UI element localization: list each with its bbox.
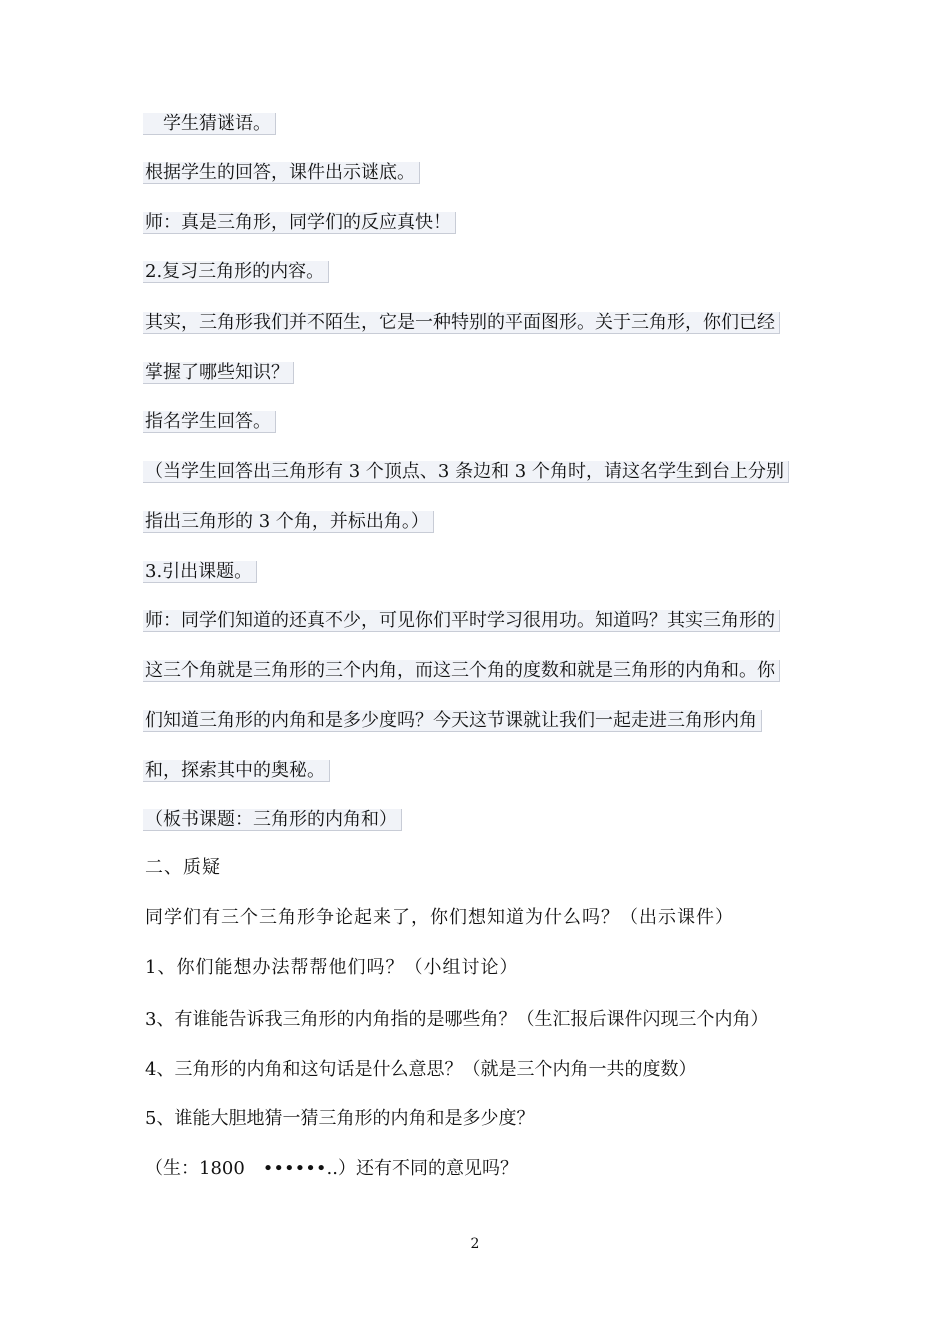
text-line (143, 659, 780, 683)
text-line (143, 112, 276, 136)
plain-text: 4、三角形的内角和这句话是什么意思？（就是三个内角一共的度数） (145, 1059, 697, 1080)
plain-text: 3、有谁能告诉我三角形的内角指的是哪些角？（生汇报后课件闪现三个内角） (145, 1009, 769, 1030)
highlighted-text: 掌握了哪些知识？ (143, 362, 294, 384)
highlighted-text: 根据学生的回答，课件出示谜底。 (143, 162, 420, 184)
highlighted-text: （当学生回答出三角形有 3 个顶点、3 条边和 3 个角时，请这名学生到台上分别 (143, 461, 789, 483)
text-line (143, 709, 762, 733)
text-line (143, 560, 257, 584)
section-heading (143, 856, 221, 880)
highlighted-text: 3.引出课题。 (143, 561, 257, 583)
text-line (143, 759, 330, 783)
highlighted-text: 2.复习三角形的内容。 (143, 261, 329, 283)
section-heading-text: 二、质疑 (145, 857, 221, 878)
highlighted-text: 其实，三角形我们并不陌生，它是一种特别的平面图形。关于三角形，你们已经 (143, 312, 780, 334)
highlighted-text: 这三个角就是三角形的三个内角，而这三个角的度数和就是三角形的内角和。你 (143, 660, 780, 682)
highlighted-text: 指出三角形的 3 个角，并标出角。） (143, 511, 434, 533)
highlighted-text: 学生猜谜语。 (143, 113, 276, 135)
text-line (143, 609, 780, 633)
text-line (143, 410, 276, 434)
highlighted-text: （板书课题：三角形的内角和） (143, 809, 402, 831)
text-line (143, 1157, 518, 1181)
plain-text: 5、谁能大胆地猜一猜三角形的内角和是多少度？ (145, 1108, 535, 1129)
text-line (143, 311, 780, 335)
plain-text: 1、你们能想办法帮帮他们吗？（小组讨论） (145, 957, 519, 978)
text-line (143, 1058, 696, 1082)
text-line (143, 260, 329, 284)
text-line (143, 1008, 768, 1032)
highlighted-text: 师：同学们知道的还真不少，可见你们平时学习很用功。知道吗？其实三角形的 (143, 610, 780, 632)
text-line (143, 161, 420, 185)
highlighted-text: 们知道三角形的内角和是多少度吗？今天这节课就让我们一起走进三角形内角 (143, 710, 762, 732)
text-line (143, 510, 434, 534)
text-line (143, 361, 294, 385)
page-number: 2 (470, 1236, 480, 1252)
highlighted-text: 师：真是三角形，同学们的反应真快！ (143, 212, 456, 234)
text-line (143, 956, 518, 980)
highlighted-text: 和，探索其中的奥秘。 (143, 760, 330, 782)
text-line (143, 1107, 534, 1131)
text-line (143, 211, 456, 235)
highlighted-text: 指名学生回答。 (143, 411, 276, 433)
text-line (143, 906, 734, 930)
plain-text: （生：1800 ••••••..）还有不同的意见吗？ (145, 1158, 518, 1179)
text-line (143, 808, 402, 832)
text-line (143, 460, 789, 484)
plain-text: 同学们有三个三角形争论起来了，你们想知道为什么吗？（出示课件） (145, 907, 734, 928)
